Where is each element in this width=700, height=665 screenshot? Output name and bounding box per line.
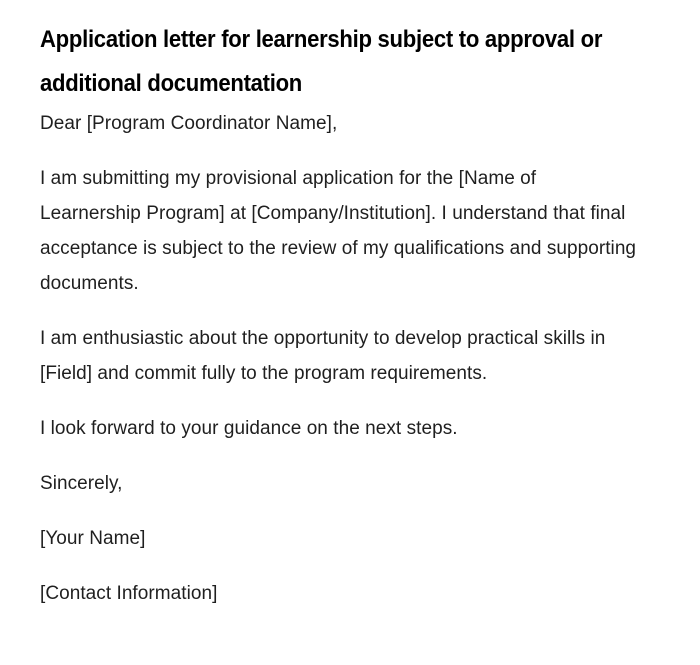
salutation: Dear [Program Coordinator Name], <box>40 113 338 134</box>
body-paragraph-2: I am enthusiastic about the opportunity to develop practical skills in [Field] and commit fully to the program requirements. <box>40 328 606 384</box>
document-title: Application letter for learnership subject to approval or additional documentation <box>40 26 603 97</box>
contact-information: [Contact Information] <box>40 583 218 604</box>
closing: Sincerely, <box>40 473 123 494</box>
letter-document <box>40 18 640 611</box>
body-paragraph-3: I look forward to your guidance on the next steps. <box>40 418 458 439</box>
body-paragraph-1: I am submitting my provisional application for the [Name of Learnership Program] at [Company/Institution]. I understand that final acceptance is subject to the review of my qualifications and supporting documents. <box>40 168 637 294</box>
signature-name: [Your Name] <box>40 528 146 549</box>
